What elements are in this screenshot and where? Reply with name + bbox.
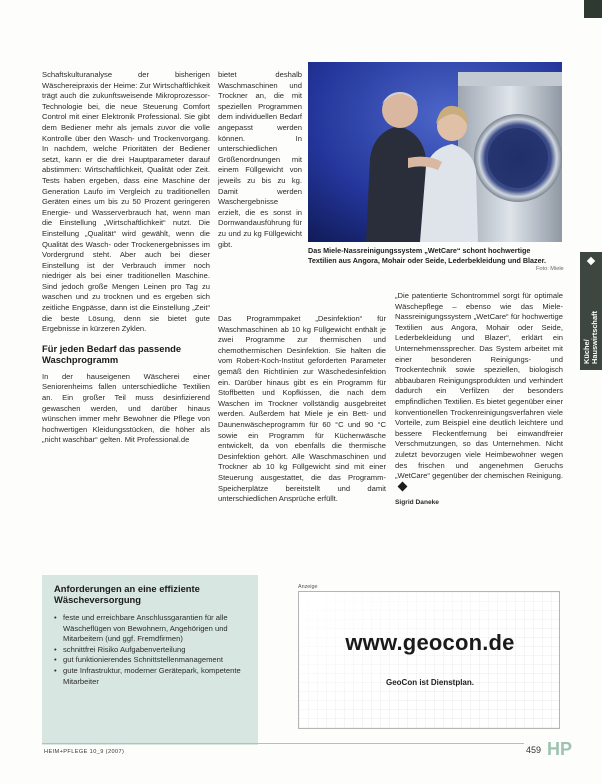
article-paragraph-text: „Die patentierte Schontrommel sorgt für optimale Wäschepflege – ebenso wie das Miele-Nassreinigungssystem „WetCare“ für hochwertige Textilien aus Angora, Mohair oder Seide, Lederbekleidung und Blazer“, erklärt ein Unternehmenssprecher. Das System arbeitet mit einer besonderen Reinigungs- und Trockentechnik sowie speziellen, biologisch abbaubaren Reinigungsprodukten und verhindert dadurch ein Verfilzen der besonders empfindlichen Textilien. Es bietet gegenüber einer konventionellen Trockenreinigungsverfahren viele Vorteile, zum Beispiel eine deutlich leichtere und bessere Fleckentfernung bei einwandfreier Verschmutzungen, so das Unternehmen. Nicht zuletzt bevorzugen viele Heimbewohner wegen des frischen und angenehmen Geruchs „WetCare“ gegenüber der chemischen Reinigung. [395,291,563,481]
ad-slogan: GeoCon ist Dienstplan. [385,678,474,687]
side-tab-line-2: Hauswirtschaft [590,311,600,364]
article-column-2 [218,314,386,505]
article-column-3 [395,291,563,509]
info-box-title: Anforderungen an eine effiziente Wäscheversorgung [54,583,200,605]
hp-logo-icon [546,739,576,757]
photo-caption: Das Miele-Nassreinigungssystem „WetCare“ schont hochwertige Textilien aus Angora, Mohair oder Seide, Lederbekleidung und Blazer. [308,246,547,265]
article-author: Sigrid Daneke [395,499,439,507]
side-tab-line-1: Küche/ [582,339,591,364]
advertisement[interactable] [298,591,560,729]
end-of-article-icon [398,482,408,492]
info-box-list [54,613,246,687]
corner-marker [584,0,602,18]
section-heading: Für jeden Bedarf das passende Waschprogramm [42,342,182,365]
article-paragraph: In der hauseigenen Wäscherei einer Seniorenheims fallen unterschiedliche Textilien an. Ein großer Teil muss desinfizierend gewaschen werden, und darüber hinaus wünschen immer mehr Bewohner die Pflege von hochwertigen Kleidungsstücken, die höher als „nicht waschbar“ gelten. Mit Professional.de [42,371,210,445]
grid-pattern-graphic [299,592,560,729]
section-side-tab [580,252,602,370]
washing-machine-couple-image [308,62,562,242]
page-number: 459 [526,745,542,755]
list-item: • gut funktionierendes Schnittstellenmanagement [54,655,246,666]
photo-credit: Foto: Miele [536,266,564,272]
list-item: • schnittfrei Risiko Aufgabenverteilung [54,645,246,656]
section-side-tab-label [583,254,600,364]
article-paragraph [395,291,563,492]
article-column-1 [42,70,210,446]
footer-divider [42,743,524,744]
list-item: • gute Infrastruktur, moderner Gerätepark, kompetente Mitarbeiter [54,666,246,687]
ad-label: Anzeige [298,584,318,590]
list-item: • feste und erreichbare Anschlussgarantien für alle Wäscheflügen von Bewohnern, Angehörigen und Mitarbeitern (und ggf. Fremdfirmen) [54,613,246,645]
footer-publication: HEIM+PFLEGE 10_9 (2007) [44,749,125,755]
article-photo [308,62,562,242]
ad-url-link[interactable]: www.geocon.de [345,630,515,655]
article-paragraph: Schaftskulturanalyse der bisherigen Wäschereipraxis der Heime: Zur Wirtschaftlichkeit trägt auch die zukunftsweisende Mikroprozessor-Technologie bei, die neue Steuerung Comfort Control mit einer Elektronik Professional. Sie gibt dem Bediener mehr als jemals zuvor die volle Kontrolle über den Wasch- und Trockenvorgang. In nachdem, welche Prioritäten der Bediener setzt, kann er die drei Hauptparameter darauf abstimmen: Wirtschaftlichkeit, Qualität oder Zeit. Tests haben ergeben, dass eine Maschine der Generation Laufo im Vergleich zu traditionellen Geräten eines um bis zu 50 Prozent geringeren Energie- und Wasserverbrauch hat, wenn man die Einstellung „Wirtschaftlichkeit“ nutzt. Die Einstellung „Qualität“ wird gewählt, wenn die Qualität des Wasch- oder Trockenergebnisses im Vordergrund steht. Aber auch bei dieser Einstellung ist der Verbrauch immer noch niedriger als bei einer traditionellen Maschine. Sind jedoch große Mengen Leinen pro Tag zu waschen und zu trocknen und es ergeben sich zeitliche Engpässe, dann ist die Einstellung „Zeit“ die beste Lösung, denn sie bietet gute Ergebnisse in kürzeren Zyklen. [42,70,210,334]
article-paragraph: Das Programmpaket „Desinfektion“ für Waschmaschinen ab 10 kg Füllgewicht enthält je zwei Programme zur thermischen und chemothermischen Desinfektion. Sie halten die vom Robert-Koch-Institut geforderten Parameter gemäß den Richtlinien zur Wäschedesinfektion ein. Darüber hinaus gibt es ein Programm für Stoffbetten und Kopfkissen, die nach dem Waschen im Trockner vollständig ausgebreitet werden. Außerdem hat Miele je ein Bett- und Daunenwäscheprogramm für 60 °C und 90 °C sowie ein Programm für Küchenwäsche entwickelt, da von ebenfalls die thermische Desinfektion gehört. Alle Waschmaschinen und Trockner ab 10 kg Füllgewicht sind mit einer Steuerung ausgestattet, die das Programm-Speicherplätze bereitstellt und damit unterschiedlichen Ansprüche erfüllt. [218,314,386,504]
info-box [42,575,258,745]
hp-logo-graphic [546,739,576,757]
article-column-2-top [218,70,302,250]
article-paragraph: bietet deshalb Waschmaschinen und Trockner an, die mit speziellen Programmen dem individuellen Bedarf angepasst werden können. In unterschiedlichen Größenordnungen mit einem Füllgewicht von jeweils zu bis zu kg. Damit werden Waschergebnisse erzielt, die es sonst in Dornwandausführung für zu und zu kg Füllgewicht gibt. [218,70,302,249]
hp-logo-text: HP [547,739,573,757]
